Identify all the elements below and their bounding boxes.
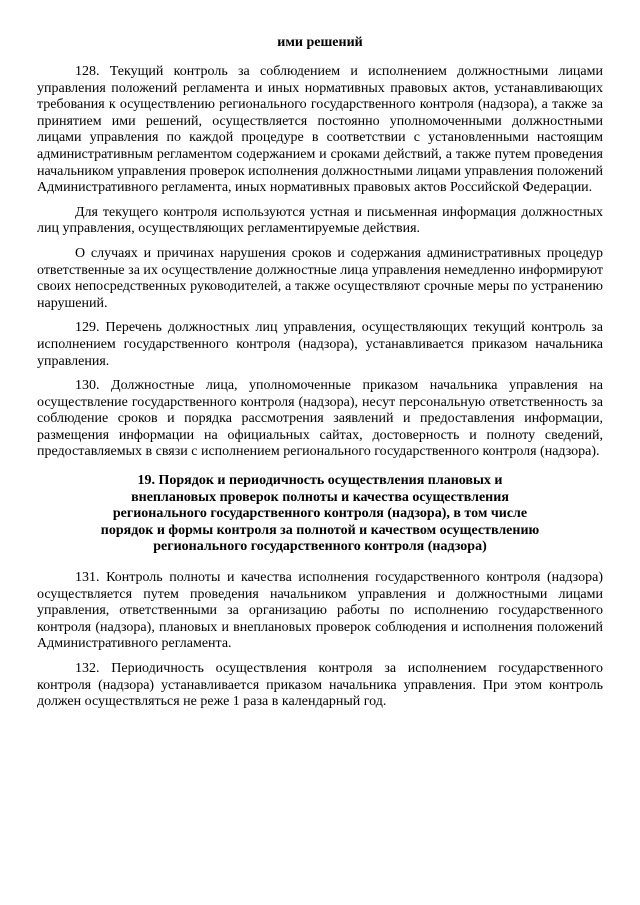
top-heading: ими решений	[277, 35, 363, 50]
paragraph-violations: О случаях и причинах нарушения сроков и содержания административных процедур ответственные за их осуществление должностные лица управления немедленно информируют своих непосредственных руководителей, а также осуществляют срочные меры по устранению нарушений.	[37, 245, 603, 311]
document-page	[37, 34, 603, 719]
paragraph-130: 130. Должностные лица, уполномоченные приказом начальника управления на осуществление государственного контроля (надзора), несут персональную ответственность за соблюдение сроков и порядка рассмотрения заявлений и предоставления информации, размещения информации на официальных сайтах, достоверность и полноту сведений, предоставляемых в связи с исполнением регионального государственного контроля (надзора).	[37, 378, 603, 460]
paragraph-129: 129. Перечень должностных лиц управления, осуществляющих текущий контроль за исполнением государственного контроля (надзора), устанавливается приказом начальника управления.	[37, 320, 603, 369]
paragraph-132: 132. Периодичность осуществления контроля за исполнением государственного контроля (надзора) устанавливается приказом начальника управления. При этом контроль должен осуществляться не реже 1 раза в календарный год.	[37, 661, 603, 710]
paragraph-current-control-info: Для текущего контроля используются устная и письменная информация должностных лиц управления, осуществляющих регламентируемые действия.	[37, 204, 603, 237]
section-heading-19: 19. Порядок и периодичность осуществления плановых и внеплановых проверок полноты и качества осуществления регионального государственного контроля (надзора), в том числе порядок и формы контроля за полнотой и качеством осуществлению регионального государственного контроля (надзора)	[100, 473, 540, 555]
paragraph-131: 131. Контроль полноты и качества исполнения государственного контроля (надзора) осуществляется путем проведения начальником управления и должностными лицами управления, ответственными за организацию работы по исполнению государственного контроля (надзора), плановых и внеплановых проверок соблюдения и исполнения положений Административного регламента.	[37, 570, 603, 652]
paragraph-128: 128. Текущий контроль за соблюдением и исполнением должностными лицами управления положений регламента и иных нормативных правовых актов, устанавливающих требования к осуществлению регионального государственного контроля (надзора), а также за принятием ими решений, осуществляется постоянно уполномоченными должностными лицами управления по каждой процедуре в соответствии с установленными настоящим административным регламентом содержанием и сроками действий, а также путем проведения начальником управления проверок исполнения должностными лицами управления положений Административного регламента, иных нормативных правовых актов Российской Федерации.	[37, 64, 603, 196]
